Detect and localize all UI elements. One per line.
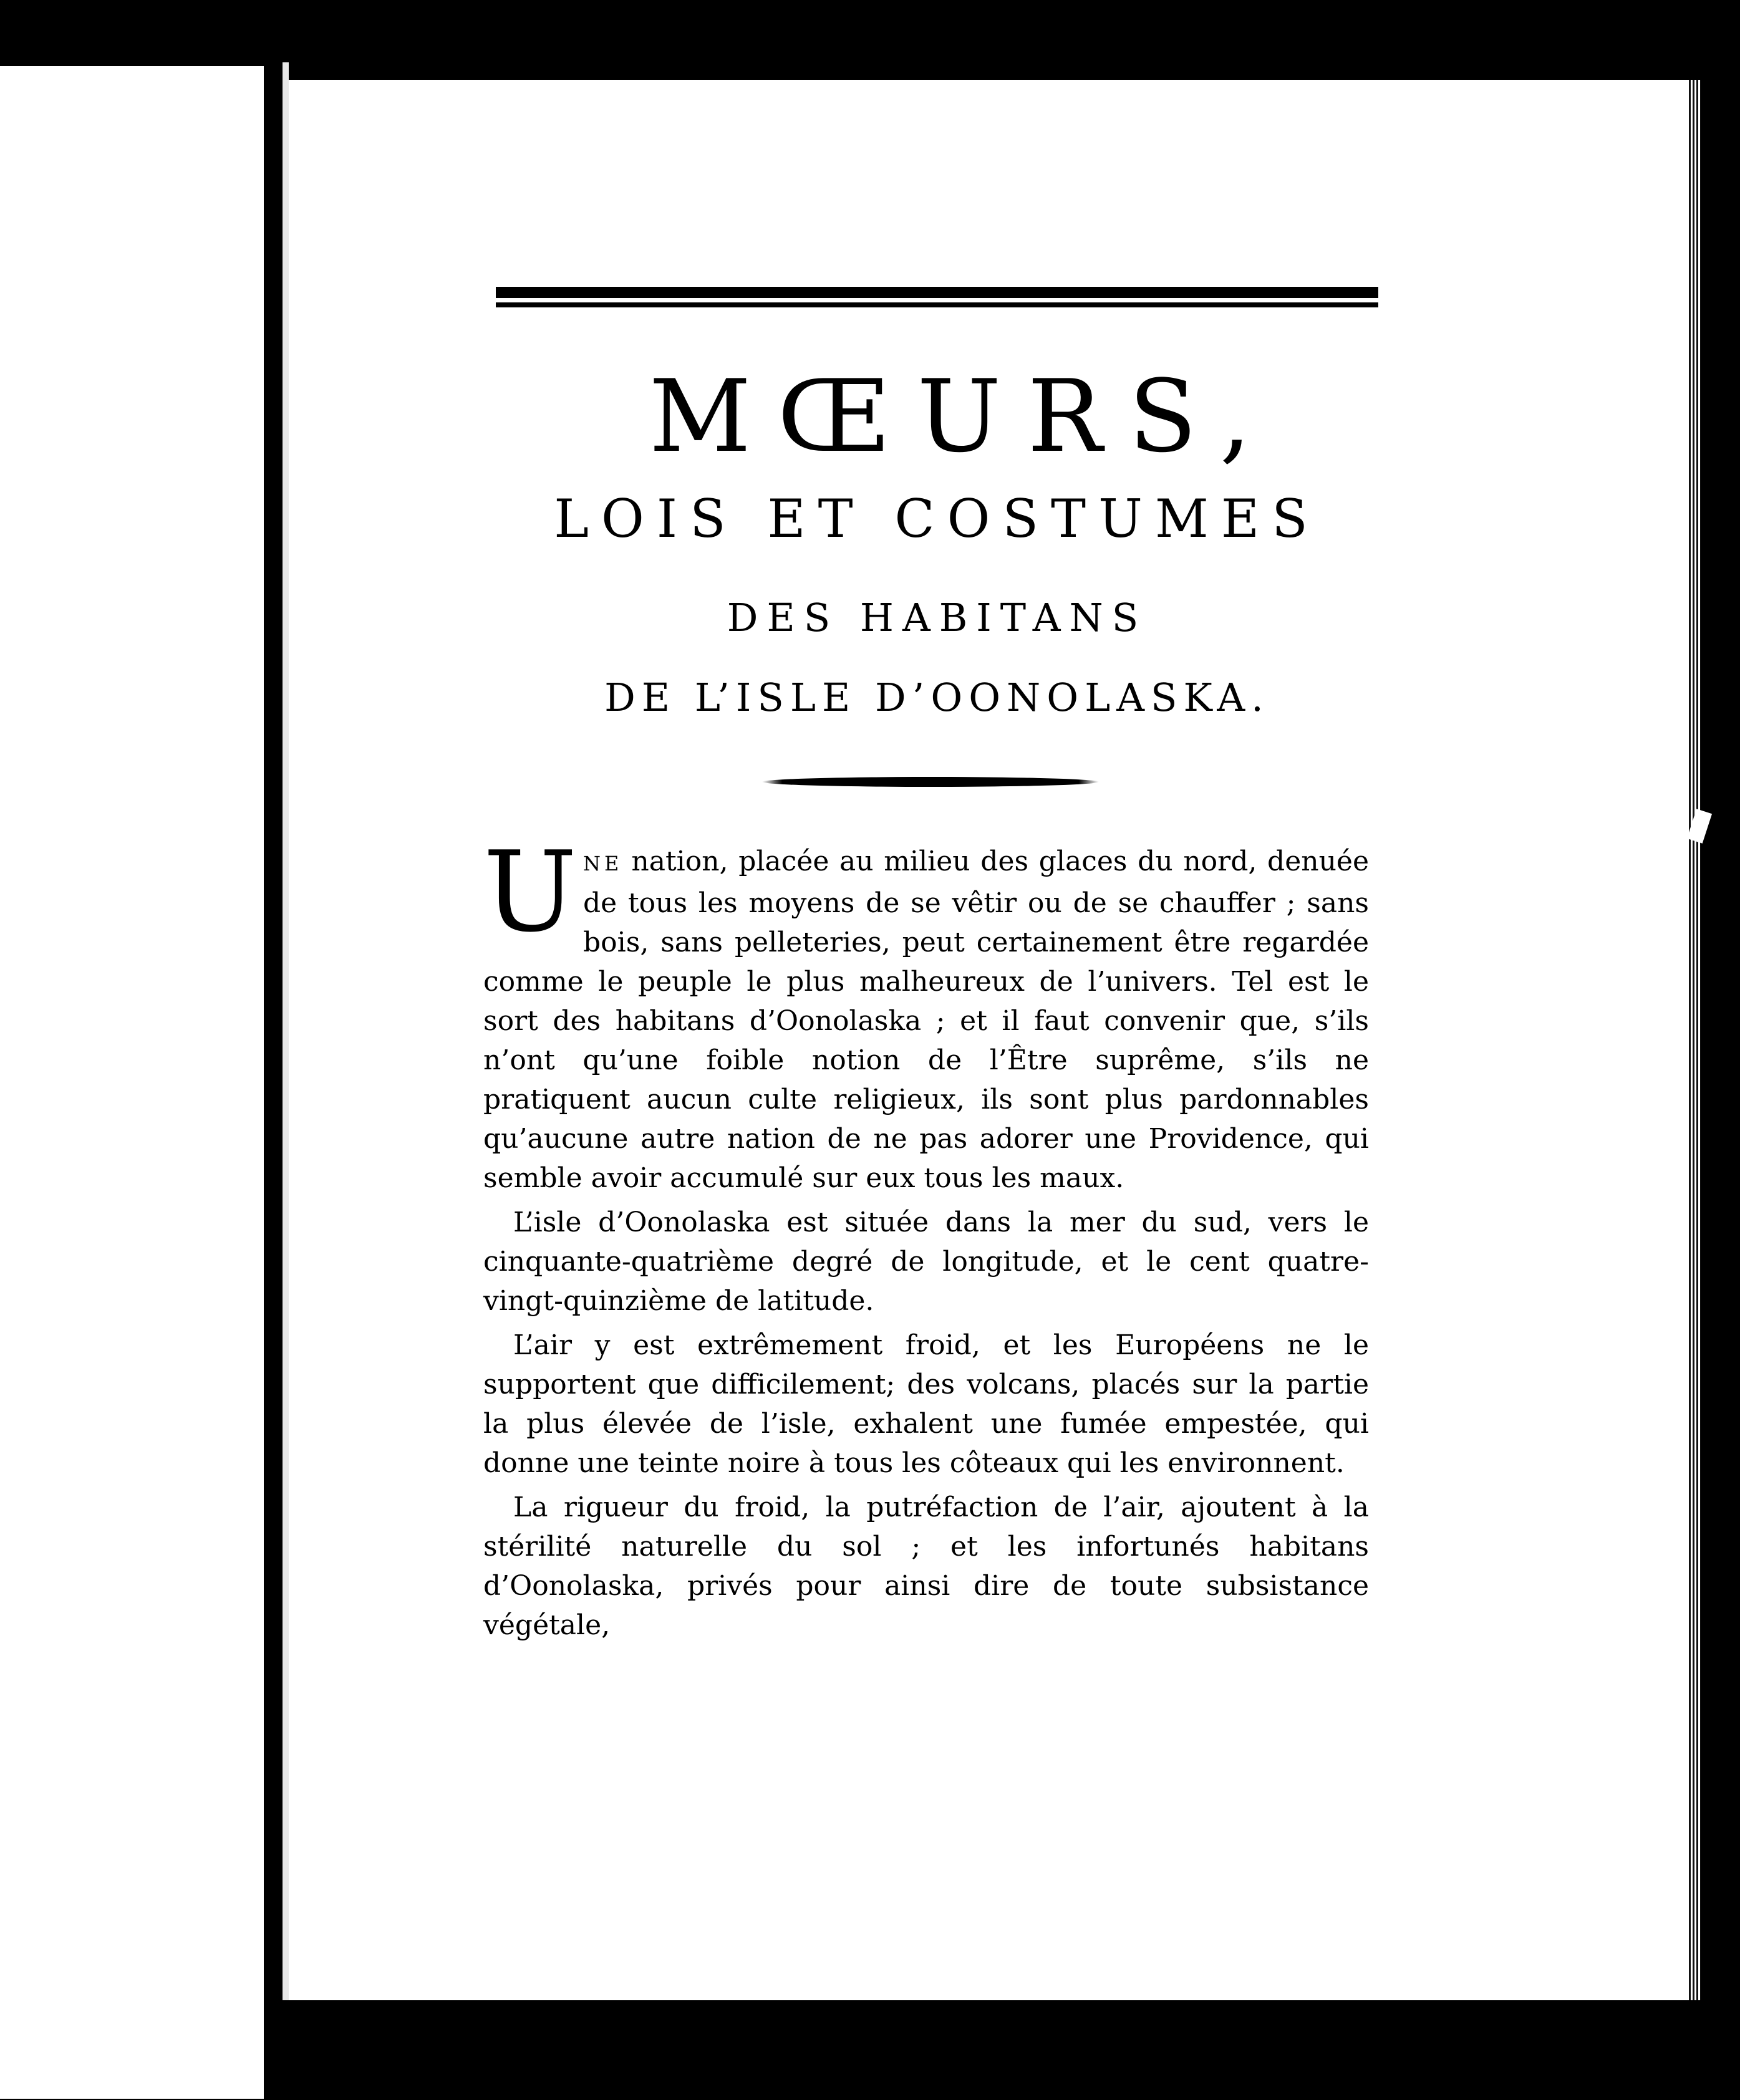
- headpiece-rule-thick: [496, 287, 1378, 298]
- title-line-3: DES HABITANS: [727, 595, 1148, 640]
- drop-cap: U: [483, 827, 578, 956]
- paragraph-3: L’air y est extrêmement froid, et les Européens ne le supportent que difficilement; des volcans, placés sur la partie la plus élevée de l’isle, exhalent une fumée empestée, qui donne une teinte noire à tous les côteaux qui les environnent.: [483, 1329, 1369, 1479]
- book-gutter: [264, 56, 283, 2100]
- small-caps-opening: NE: [583, 852, 623, 875]
- body-text: [483, 827, 1369, 1650]
- title-line-2: LOIS ET COSTUMES: [554, 488, 1320, 549]
- paragraph-2: L’isle d’Oonolaska est située dans la mer du sud, vers le cinquante-quatrième degré de longitude, et le cent quatre-vingt-quinzième de latitude.: [483, 1207, 1369, 1317]
- paragraph-4: La rigueur du froid, la putréfaction de l’air, ajoutent à la stérilité naturelle du sol ; et les infortunés habitans d’Oonolaska, privés pour ainsi dire de toute subsistance végétale,: [483, 1491, 1369, 1641]
- scan-border-bottom: [283, 2000, 1740, 2100]
- headpiece-rule-thin: [496, 302, 1378, 307]
- paragraph-1: [483, 827, 1369, 1198]
- facing-page-blank: [0, 66, 264, 2099]
- headpiece-rule: [496, 287, 1378, 307]
- title-line-4: DE L’ISLE D’OONOLASKA.: [604, 675, 1270, 720]
- gutter-edge: [283, 62, 289, 2095]
- page-stack-edge: [1687, 80, 1701, 2000]
- title-divider-rule: [762, 777, 1099, 787]
- paragraph-1-text: nation, placée au milieu des glaces du nord, denuée de tous les moyens de se vêtir ou de se chauffer ; sans bois, sans pelleteries, peut certainement être regardée comme le peuple le plus malheureux de l’univers. Tel est le sort des habitans d’Oonolaska ; et il faut convenir que, s’ils n’ont qu’une foible notion de l’Être suprême, s’ils ne pratiquent aucun culte religieux, ils sont plus pardonnables qu’aucune autre nation de ne pas adorer une Providence, qui semble avoir accumulé sur eux tous les maux.: [483, 845, 1369, 1194]
- scan-border-right: [1701, 56, 1740, 2100]
- title-line-1: MŒURS,: [649, 358, 1278, 474]
